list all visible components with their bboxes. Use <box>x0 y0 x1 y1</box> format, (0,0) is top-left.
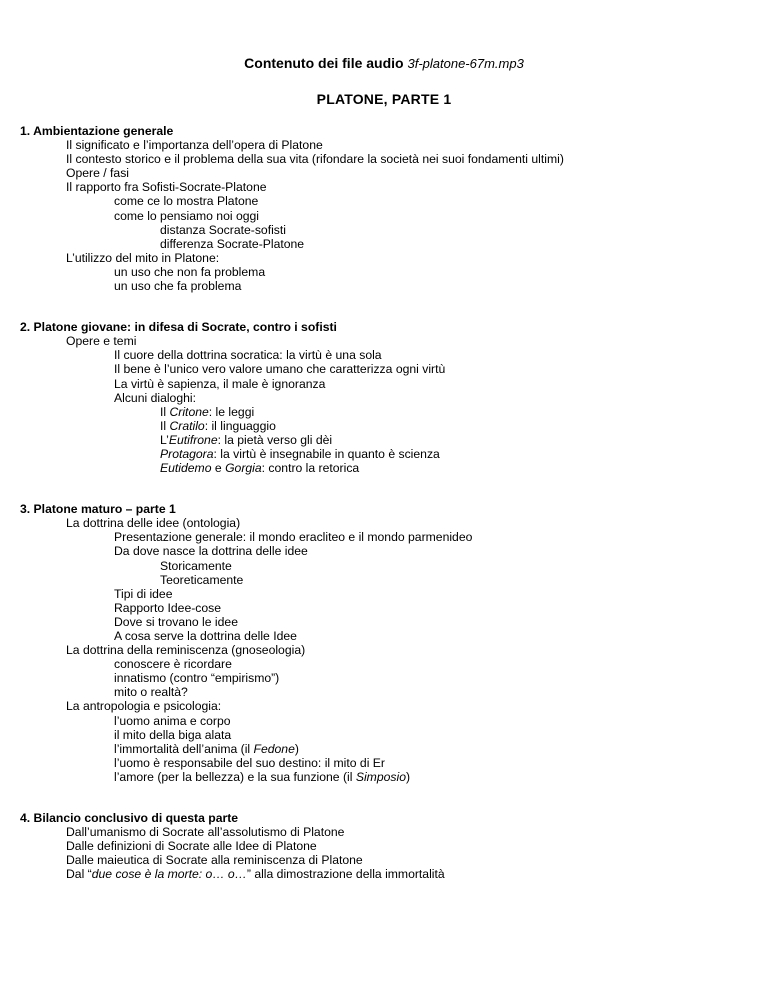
text-segment: l’amore (per la bellezza) e la sua funzione (il <box>114 769 356 784</box>
italic-title: Gorgia <box>225 461 262 476</box>
outline-item: Il cuore della dottrina socratica: la virtù è una sola <box>114 348 382 363</box>
italic-title: due cose è la morte: o… o… <box>91 867 247 882</box>
italic-title: Eutifrone <box>168 432 218 447</box>
title-prefix: Contenuto dei file audio <box>244 55 404 71</box>
text-segment: : la pietà verso gli dèi <box>217 432 333 447</box>
outline-item: Il bene è l’unico vero valore umano che caratterizza ogni virtù <box>114 362 446 377</box>
italic-title: Cratilo <box>169 418 205 433</box>
outline-item: come ce lo mostra Platone <box>114 194 259 209</box>
outline-item <box>20 419 750 433</box>
outline-section <box>20 811 750 881</box>
outline-item: l’uomo anima e corpo <box>114 713 231 728</box>
outline-section <box>20 502 750 784</box>
outline-item <box>20 447 750 461</box>
section-heading: 1. Ambientazione generale <box>20 124 174 138</box>
outline-item <box>20 461 750 475</box>
section-heading: 4. Bilancio conclusivo di questa parte <box>20 811 239 826</box>
outline-item: Storicamente <box>160 558 232 573</box>
text-segment: : la virtù è insegnabile in quanto è scienza <box>213 446 440 461</box>
outline-item: La dottrina delle idee (ontologia) <box>66 516 241 531</box>
outline-item: l’uomo è responsabile del suo destino: il mito di Er <box>114 755 385 770</box>
outline-item: Teoreticamente <box>160 572 244 587</box>
outline-item: La antropologia e psicologia: <box>66 699 222 714</box>
text-segment: e <box>211 461 226 476</box>
outline-item: Dove si trovano le idee <box>114 614 238 629</box>
italic-title: Critone <box>169 404 209 419</box>
text-segment: Il <box>160 404 170 419</box>
document-title <box>0 56 768 71</box>
text-segment: l’immortalità dell’anima (il <box>114 741 254 756</box>
text-segment: : contro la retorica <box>261 461 360 476</box>
outline-item: Dalle maieutica di Socrate alla reminiscenza di Platone <box>66 853 363 868</box>
outline-item: Il rapporto fra Sofisti-Socrate-Platone <box>66 180 267 195</box>
outline-item: innatismo (contro “empirismo”) <box>114 671 280 686</box>
outline-item: un uso che fa problema <box>114 279 242 294</box>
text-segment: : le leggi <box>208 404 255 419</box>
text-segment: Il <box>160 418 170 433</box>
outline-item <box>20 770 750 784</box>
outline-item: differenza Socrate-Platone <box>160 236 305 251</box>
section-heading: 3. Platone maturo – parte 1 <box>20 502 176 517</box>
outline-item: Tipi di idee <box>114 586 173 601</box>
text-segment: ) <box>294 741 299 756</box>
outline-item: Opere e temi <box>66 334 137 349</box>
outline-item: distanza Socrate-sofisti <box>160 222 286 237</box>
outline-item: un uso che non fa problema <box>114 264 266 279</box>
section-heading: 2. Platone giovane: in difesa di Socrate, contro i sofisti <box>20 320 337 335</box>
outline-item: come lo pensiamo noi oggi <box>114 208 259 223</box>
outline-item: Presentazione generale: il mondo eracliteo e il mondo parmenideo <box>114 530 473 545</box>
text-segment: ” alla dimostrazione della immortalità <box>246 867 445 882</box>
outline-sections <box>20 124 750 909</box>
outline-item: il mito della biga alata <box>114 727 232 742</box>
outline-section <box>20 124 750 293</box>
outline-item: Opere / fasi <box>66 166 129 181</box>
text-segment: Dal “ <box>66 867 92 882</box>
audio-filename: 3f-platone-67m.mp3 <box>407 56 524 71</box>
outline-item: La virtù è sapienza, il male è ignoranza <box>114 376 326 391</box>
italic-title: Protagora <box>160 446 214 461</box>
outline-item <box>20 433 750 447</box>
outline-item: Dalle definizioni di Socrate alle Idee di Platone <box>66 839 317 854</box>
outline-item: Rapporto Idee-cose <box>114 600 222 615</box>
outline-item: Il significato e l’importanza dell’opera di Platone <box>66 138 323 153</box>
outline-item: conoscere è ricordare <box>114 657 232 672</box>
outline-item: Alcuni dialoghi: <box>114 390 196 405</box>
outline-item: mito o realtà? <box>114 685 188 700</box>
outline-item <box>20 867 750 881</box>
outline-section <box>20 320 750 475</box>
outline-item: Il contesto storico e il problema della sua vita (rifondare la società nei suoi fondamenti ultimi) <box>66 152 564 167</box>
outline-item <box>20 742 750 756</box>
outline-item: A cosa serve la dottrina delle Idee <box>114 629 297 643</box>
outline-item <box>20 405 750 419</box>
text-segment: L’ <box>160 432 169 447</box>
text-segment: ) <box>405 769 411 784</box>
italic-title: Eutidemo <box>160 461 212 476</box>
part-title: PLATONE, PARTE 1 <box>316 91 452 107</box>
italic-title: Fedone <box>253 741 295 756</box>
text-segment: : il linguaggio <box>204 418 276 433</box>
italic-title: Simposio <box>355 769 406 784</box>
outline-item: Dall’umanismo di Socrate all’assolutismo di Platone <box>66 825 345 840</box>
outline-item: La dottrina della reminiscenza (gnoseologia) <box>66 643 306 658</box>
outline-item: Da dove nasce la dottrina delle idee <box>114 544 308 559</box>
outline-item: L’utilizzo del mito in Platone: <box>66 250 220 265</box>
